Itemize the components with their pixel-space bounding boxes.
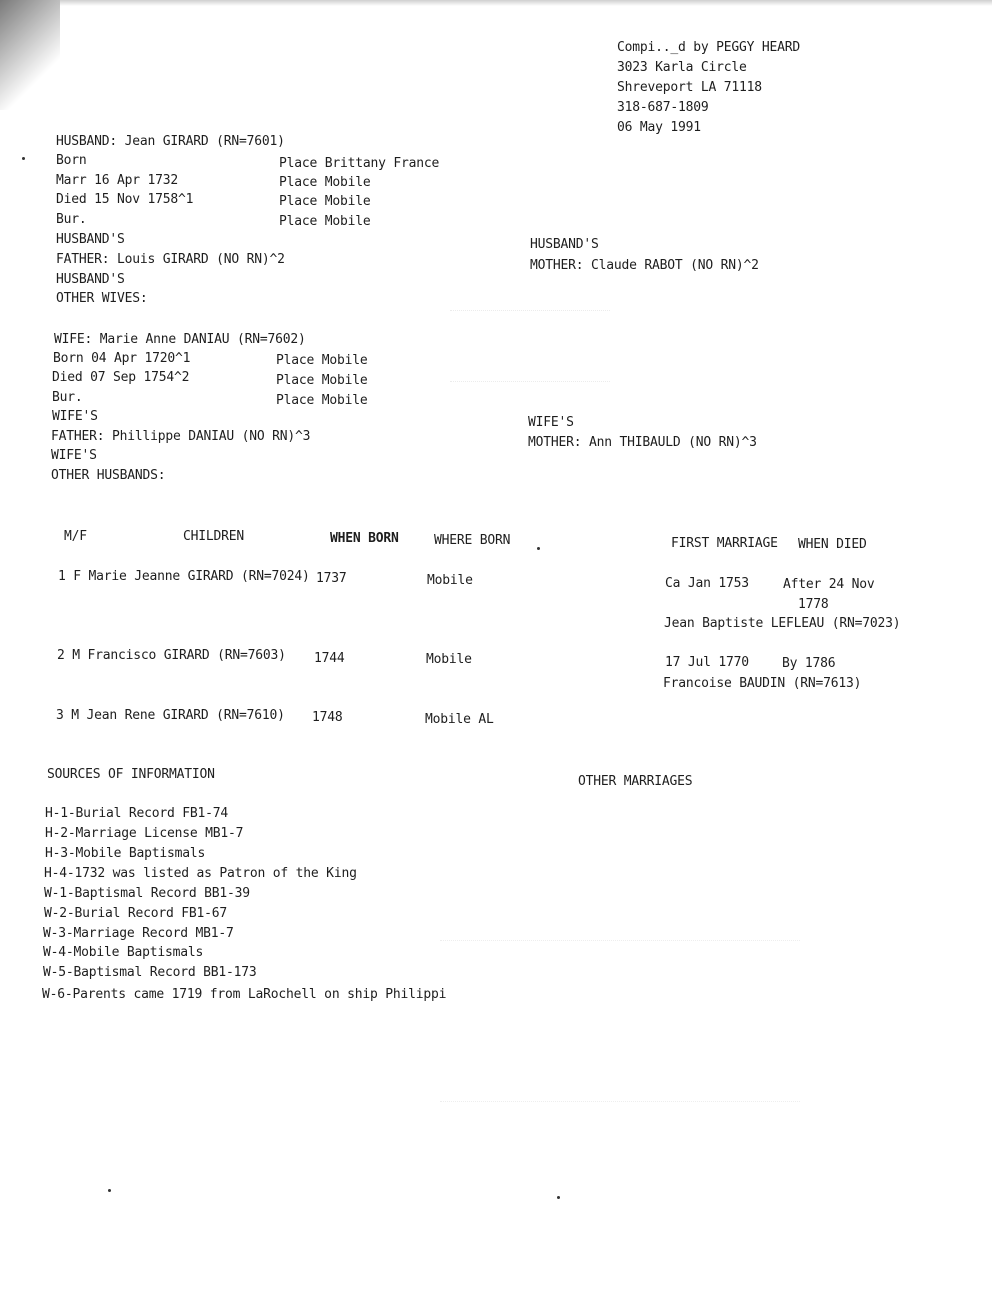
bleed-through (450, 310, 610, 382)
source-item: W-5-Baptismal Record BB1-173 (43, 965, 257, 980)
table-row-when-died: By 1786 (782, 656, 836, 671)
header-where-born: WHERE BORN (434, 533, 511, 548)
table-row-when-born: 1737 (316, 571, 347, 586)
table-row-spouse: Jean Baptiste LEFLEAU (RN=7023) (664, 616, 901, 631)
header-when-born: WHEN BORN (330, 531, 399, 546)
table-row-where-born: Mobile (427, 573, 473, 588)
wife-mothers-label: WIFE'S (528, 415, 574, 430)
husband-mother: MOTHER: Claude RABOT (NO RN)^2 (530, 258, 759, 273)
wife-fathers-label: WIFE'S (52, 409, 98, 424)
wife-born-place: Place Mobile (276, 353, 368, 368)
header-mf: M/F (64, 529, 87, 544)
wife-other-husbands: OTHER HUSBANDS: (51, 468, 166, 483)
source-item: H-2-Marriage License MB1-7 (45, 826, 244, 841)
sources-title: SOURCES OF INFORMATION (47, 767, 215, 782)
source-item: W-4-Mobile Baptismals (43, 945, 204, 960)
wife-mother: MOTHER: Ann THIBAULD (NO RN)^3 (528, 435, 757, 450)
husband-died: Died 15 Nov 1758^1 (56, 192, 194, 207)
husband-father: FATHER: Louis GIRARD (NO RN)^2 (56, 252, 285, 267)
header-when-died: WHEN DIED (798, 537, 867, 552)
scan-speck (557, 1196, 560, 1199)
husband-born-place: Place Brittany France (279, 156, 440, 171)
table-row-when-died: After 24 Nov (783, 577, 875, 592)
scan-edge (0, 0, 992, 6)
husband-fathers-label: HUSBAND'S (56, 232, 125, 247)
wife-other-label: WIFE'S (51, 448, 97, 463)
table-row-when-born: 1748 (312, 710, 343, 725)
source-item: W-2-Burial Record FB1-67 (44, 906, 228, 921)
table-row-child: 3 M Jean Rene GIRARD (RN=7610) (56, 708, 285, 723)
table-row-child: 2 M Francisco GIRARD (RN=7603) (57, 648, 286, 663)
table-row-marriage-date: 17 Jul 1770 (665, 655, 749, 670)
source-item: W-6-Parents came 1719 from LaRochell on ship Philippi (42, 987, 447, 1002)
header-children: CHILDREN (183, 529, 245, 544)
husband-burial: Bur. (56, 212, 87, 227)
source-item: H-3-Mobile Baptismals (45, 846, 206, 861)
wife-burial-place: Place Mobile (276, 393, 368, 408)
source-item: H-4-1732 was listed as Patron of the King (44, 866, 357, 881)
husband-burial-place: Place Mobile (279, 214, 371, 229)
table-row-when-born: 1744 (314, 651, 345, 666)
husband-marriage: Marr 16 Apr 1732 (56, 173, 179, 188)
scan-speck (22, 157, 25, 160)
wife-burial: Bur. (52, 390, 83, 405)
wife-died-place: Place Mobile (276, 373, 368, 388)
husband-other-label: HUSBAND'S (56, 272, 125, 287)
scan-corner-shadow (0, 0, 60, 110)
husband-born-label: Born (56, 153, 87, 168)
wife-father: FATHER: Phillippe DANIAU (NO RN)^3 (51, 429, 311, 444)
compiler-phone: 318-687-1809 (617, 100, 709, 115)
husband-marriage-place: Place Mobile (279, 175, 371, 190)
compiler-date: 06 May 1991 (617, 120, 701, 135)
table-row-where-born: Mobile AL (425, 712, 494, 727)
table-row-where-born: Mobile (426, 652, 472, 667)
husband-died-place: Place Mobile (279, 194, 371, 209)
husband-mothers-label: HUSBAND'S (530, 237, 599, 252)
wife-died: Died 07 Sep 1754^2 (52, 370, 190, 385)
husband-other-wives: OTHER WIVES: (56, 291, 148, 306)
table-row-child: 1 F Marie Jeanne GIRARD (RN=7024) (58, 569, 310, 584)
wife-born: Born 04 Apr 1720^1 (53, 351, 191, 366)
compiler-line: Compi.._d by PEGGY HEARD (617, 40, 801, 55)
scan-speck (108, 1189, 111, 1192)
header-first-marriage: FIRST MARRIAGE (671, 536, 778, 551)
table-row-spouse: Francoise BAUDIN (RN=7613) (663, 676, 862, 691)
source-item: H-1-Burial Record FB1-74 (45, 806, 229, 821)
bleed-through (440, 940, 800, 1102)
wife-name: WIFE: Marie Anne DANIAU (RN=7602) (54, 332, 306, 347)
table-row-when-died-year: 1778 (798, 597, 829, 612)
compiler-address: 3023 Karla Circle (617, 60, 747, 75)
compiler-city: Shreveport LA 71118 (617, 80, 762, 95)
source-item: W-1-Baptismal Record BB1-39 (44, 886, 250, 901)
table-row-marriage-date: Ca Jan 1753 (665, 576, 749, 591)
source-item: W-3-Marriage Record MB1-7 (43, 926, 234, 941)
scan-speck (537, 547, 540, 550)
other-marriages-title: OTHER MARRIAGES (578, 774, 693, 789)
husband-name: HUSBAND: Jean GIRARD (RN=7601) (56, 134, 285, 149)
